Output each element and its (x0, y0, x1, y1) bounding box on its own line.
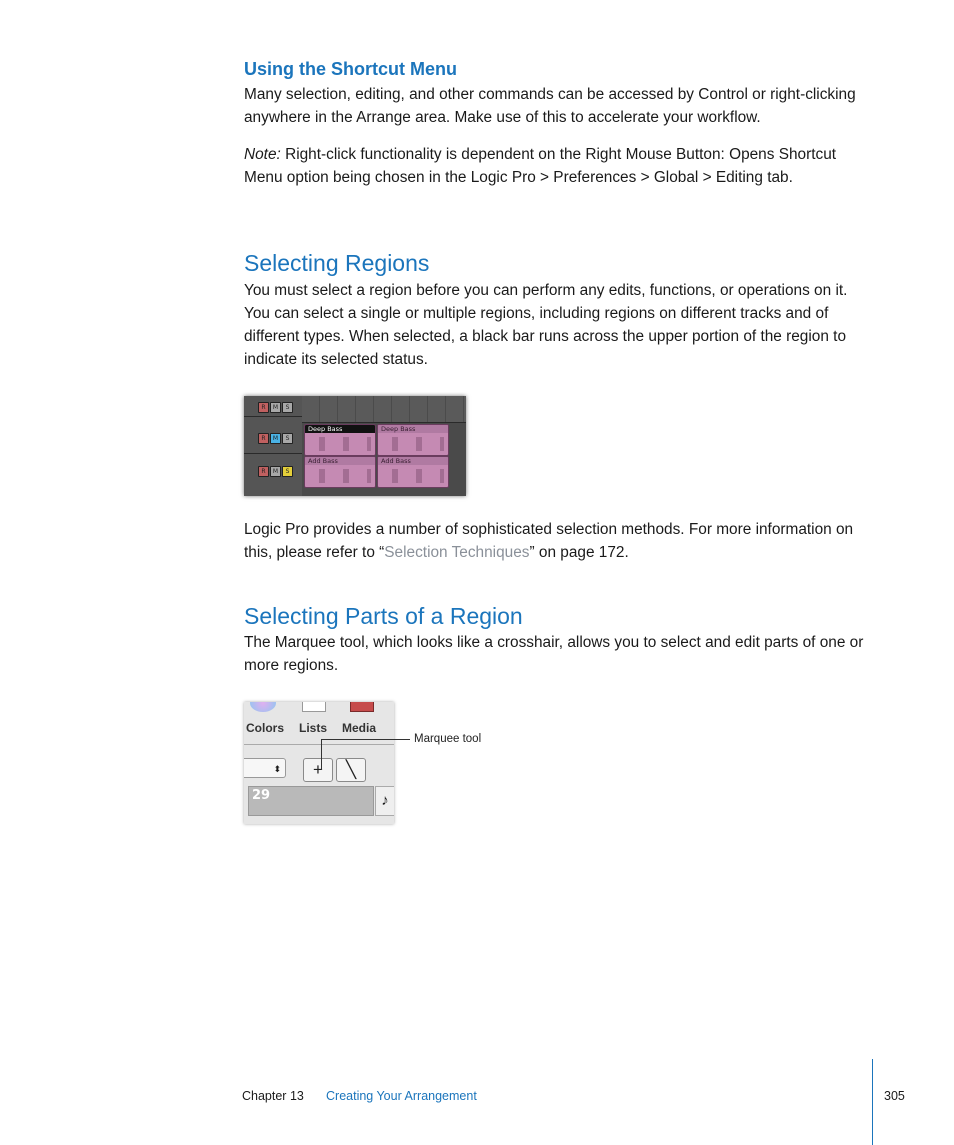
page-reference-text: ” on page 172. (529, 544, 629, 561)
crosshair-icon: + (313, 760, 323, 779)
mute-button: M (270, 402, 281, 413)
region-label: Deep Bass (305, 425, 375, 433)
region-deep-bass (377, 424, 449, 456)
track-header-1 (244, 396, 302, 417)
region-label: Add Bass (378, 457, 448, 465)
marquee-tool-callout: Marquee tool (414, 733, 482, 745)
note-icon[interactable] (375, 786, 394, 816)
colors-icon (250, 702, 276, 712)
pencil-icon: ╲ (345, 760, 357, 779)
track-header-2 (244, 417, 302, 454)
lane-top (302, 396, 466, 423)
record-button: R (258, 433, 269, 444)
region-add-bass (377, 456, 449, 488)
toolbar-colors-label: Colors (246, 721, 285, 735)
footer-chapter: Chapter 13 (242, 1089, 304, 1103)
lists-icon (302, 702, 326, 712)
selection-methods-text: Logic Pro provides a number of sophisticated selection methods. For more information on this, please refer to “ (244, 521, 854, 561)
footer-divider (872, 1059, 873, 1145)
toolbar-media-label: Media (342, 721, 377, 735)
note-body: Right-click functionality is dependent on the Right Mouse Button: Opens Shortcut Menu option being chosen in the Logic Pro > Preferences > Global > Editing tab. (244, 146, 837, 186)
footer-chapter-title[interactable]: Creating Your Arrangement (326, 1089, 477, 1103)
track-header-3 (244, 454, 302, 496)
solo-button: S (282, 433, 293, 444)
page-number: 305 (884, 1089, 905, 1103)
bar-number: 29 (252, 788, 271, 803)
section-heading-selecting-parts: Selecting Parts of a Region (244, 603, 523, 629)
mute-button: M (270, 433, 281, 444)
region-label: Deep Bass (378, 425, 448, 433)
note-paragraph (244, 143, 869, 189)
note-label: Note: (244, 146, 281, 163)
callout-line (321, 739, 410, 770)
solo-button: S (282, 402, 293, 413)
note-glyph: ♪ (381, 792, 389, 809)
section-heading-selecting-regions: Selecting Regions (244, 250, 430, 276)
section-heading-shortcut-menu: Using the Shortcut Menu (244, 59, 457, 79)
shortcut-menu-paragraph: Many selection, editing, and other commands can be accessed by Control or right-clicking anywhere in the Arrange area. Make use of this to accelerate your workflow. (244, 86, 856, 126)
selection-techniques-link[interactable]: Selection Techniques (384, 544, 530, 561)
mute-button: M (270, 466, 281, 477)
selecting-parts-paragraph: The Marquee tool, which looks like a crosshair, allows you to select and edit parts of one or more regions. (244, 634, 864, 674)
region-add-bass (304, 456, 376, 488)
region-label: Add Bass (305, 457, 375, 465)
solo-button: S (282, 466, 293, 477)
media-icon (350, 702, 374, 712)
arrange-area-screenshot (244, 396, 466, 496)
selection-methods-paragraph (244, 518, 874, 564)
selecting-regions-paragraph: You must select a region before you can perform any edits, functions, or operations on it. You can select a single or multiple regions, including regions on different tracks and of different types. When selected, a black bar runs across the upper portion of the region to indicate its selected status. (244, 282, 848, 368)
toolbar-lists-label: Lists (299, 721, 328, 735)
record-button: R (258, 466, 269, 477)
record-button: R (258, 402, 269, 413)
select-stepper[interactable]: ⬍ (244, 758, 286, 778)
region-deep-bass-selected (304, 424, 376, 456)
